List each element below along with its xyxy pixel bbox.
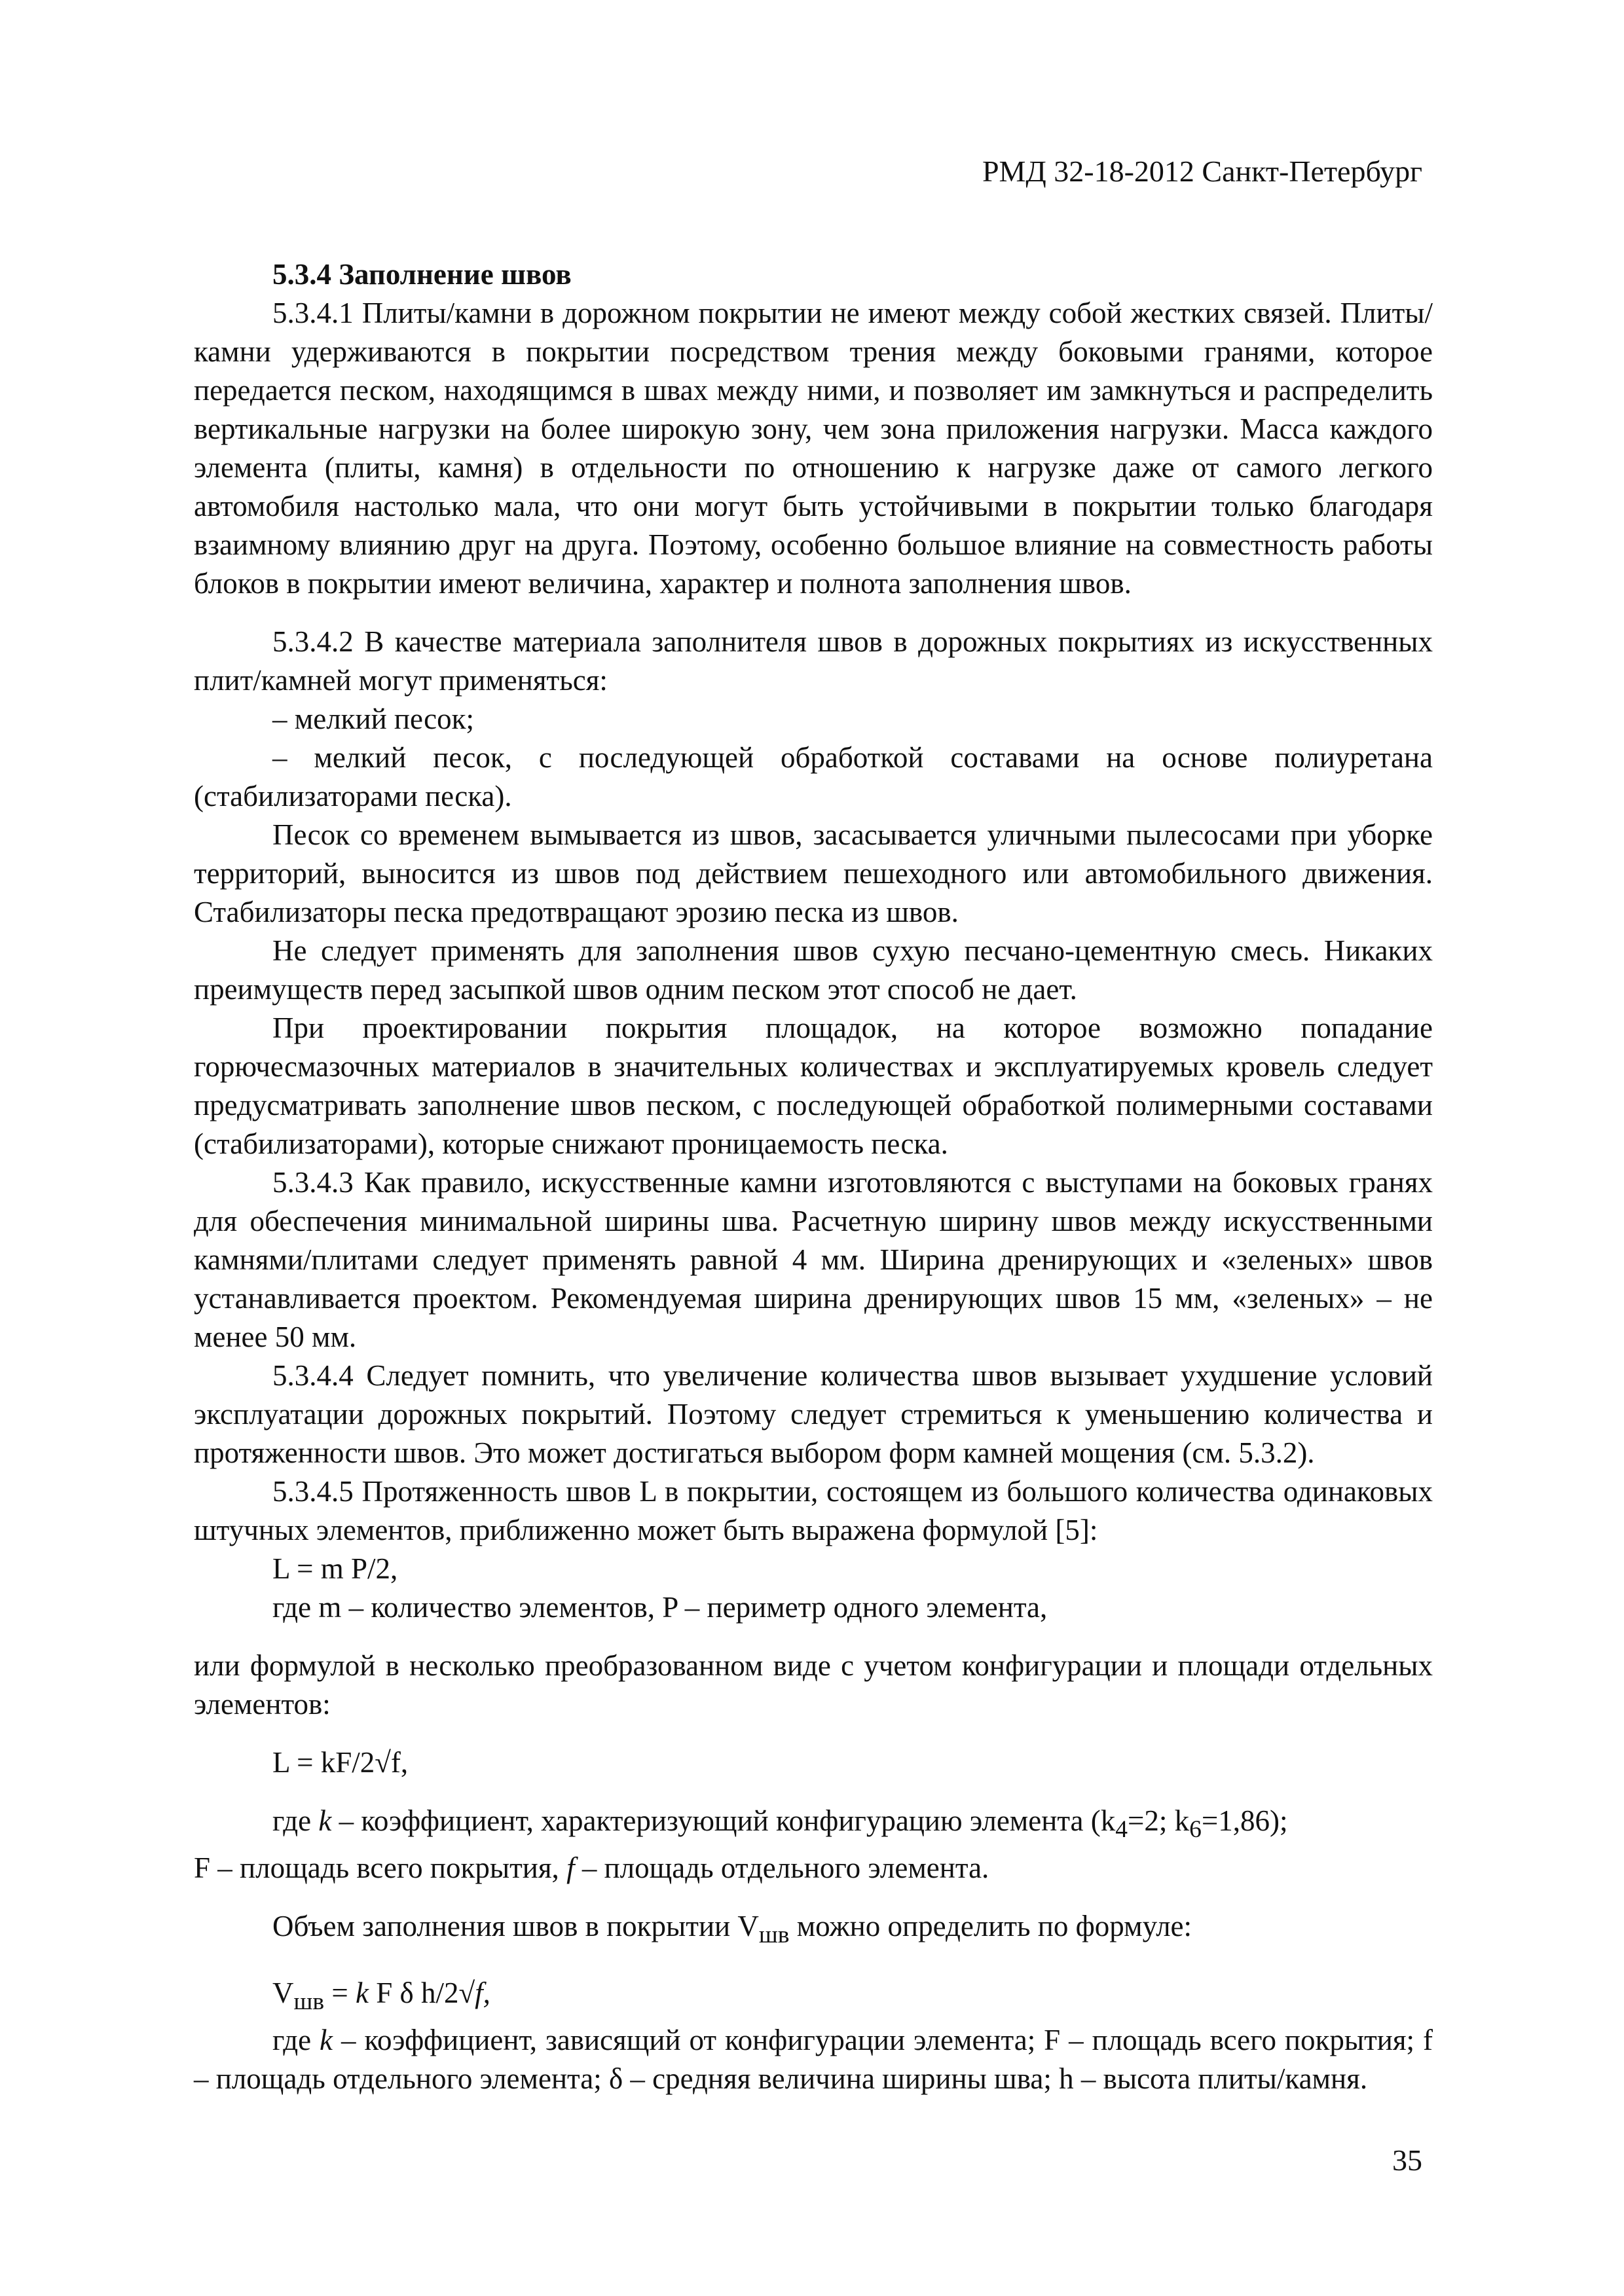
formula-symbol-k: k: [355, 1977, 369, 2009]
list-item-sand: – мелкий песок;: [272, 702, 474, 735]
formula-text: V: [272, 1977, 294, 2009]
formula-joint-length-alt: L = kF/2√f,: [272, 1746, 409, 1779]
legend-symbol-k: k: [318, 1804, 332, 1837]
formula-symbol-f: f,: [475, 1977, 490, 2009]
paragraph-5-3-4-4: 5.3.4.4 Следует помнить, что увеличение количества швов вызывает ухудшение условий эксплуатации дорожных покрытий. Поэтому следует стремиться к уменьшению количества и протяженности швов. Это может достигаться выбором форм камней мощения (см. 5.3.2).: [194, 1359, 1433, 1469]
paragraph-5-3-4-5: 5.3.4.5 Протяженность швов L в покрытии, состоящем из большого количества одинаковых штучных элементов, приближенно может быть выражена формулой [5]:: [194, 1475, 1433, 1546]
paragraph-5-3-4-3: 5.3.4.3 Как правило, искусственные камни изготовляются с выступами на боковых гранях для обеспечения минимальной ширины шва. Расчетную ширину швов между искусственными камнями/плитами следует применять равной 4 мм. Ширина дренирующих и «зеленых» швов устанавливается проектом. Рекомендуемая ширина дренирующих швов 15 мм, «зеленых» – не менее 50 мм.: [194, 1166, 1433, 1353]
fill-volume-text: можно определить по формуле:: [789, 1910, 1192, 1942]
paragraph-dry-mix: Не следует применять для заполнения швов сухую песчано-цементную смесь. Никаких преимуществ перед засыпкой швов одним песком этот способ не дает.: [194, 934, 1433, 1006]
section-heading: 5.3.4 Заполнение швов: [272, 258, 572, 291]
formula-1-legend: где m – количество элементов, P – периметр одного элемента,: [272, 1591, 1048, 1624]
formula-3-legend: [194, 2021, 1433, 2098]
paragraph-alt-formula: или формулой в несколько преобразованном виде с учетом конфигурации и площади отдельных элементов:: [194, 1649, 1433, 1721]
legend-text: где: [272, 1804, 319, 1837]
paragraph-sand-erosion: Песок со временем вымывается из швов, засасывается уличными пылесосами при уборке территорий, выносится из швов под действием пешеходного или автомобильного движения. Стабилизаторы песка предотвращают эрозию песка из швов.: [194, 818, 1433, 928]
paragraph-fuel-areas: При проектировании покрытия площадок, на которое возможно попадание горючесмазочных материалов в значительных количествах и эксплуатируемых кровель следует предусматривать заполнение швов песком, с последующей обработкой полимерными составами (стабилизаторами), которые снижают проницаемость песка.: [194, 1011, 1433, 1160]
document-body: [194, 255, 1433, 2098]
fill-volume-text: Объем заполнения швов в покрытии V: [272, 1910, 759, 1942]
subscript: 4: [1115, 1816, 1128, 1843]
formula-2-legend: [194, 1802, 1433, 1849]
legend-text: – площадь отдельного элемента.: [574, 1851, 989, 1884]
legend-text: F – площадь всего покрытия,: [194, 1851, 567, 1884]
legend-symbol-f: f: [566, 1851, 575, 1884]
formula-text: F δ h/2√: [368, 1977, 475, 2009]
subscript: шв: [758, 1922, 790, 1948]
legend-text: – коэффициент, характеризующий конфигурацию элемента (k: [331, 1804, 1116, 1837]
list-item-sand-stabilized: – мелкий песок, с последующей обработкой составами на основе полиуретана (стабилизаторами песка).: [194, 741, 1433, 812]
formula-fill-volume: [194, 1974, 1433, 2021]
formula-text: =: [324, 1977, 356, 2009]
legend-text: =1,86);: [1201, 1804, 1288, 1837]
paragraph-5-3-4-2: 5.3.4.2 В качестве материала заполнителя швов в дорожных покрытиях из искусственных плит/камней могут применяться:: [194, 625, 1433, 697]
paragraph-fill-volume: [194, 1907, 1433, 1954]
legend-text: – коэффициент, зависящий от конфигурации элемента; F – площадь всего покрытия; f – площадь отдельного элемента; δ – средняя величина ширины шва; h – высота плиты/камня.: [194, 2024, 1433, 2095]
document-header: РМД 32-18-2012 Санкт-Петербург: [982, 155, 1422, 188]
subscript: 6: [1189, 1816, 1202, 1843]
formula-2-legend-cont: [194, 1849, 1433, 1887]
legend-text: =2; k: [1128, 1804, 1190, 1837]
legend-symbol-k: k: [320, 2024, 333, 2056]
subscript: шв: [293, 1988, 325, 2015]
legend-text: где: [272, 2024, 320, 2056]
page-number: 35: [1392, 2143, 1422, 2177]
formula-joint-length: L = m P/2,: [272, 1552, 398, 1585]
paragraph-5-3-4-1: 5.3.4.1 Плиты/камни в дорожном покрытии не имеют между собой жестких связей. Плиты/камни удерживаются в покрытии посредством трения между боковыми гранями, которое передается песком, находящимся в швах между ними, и позволяет им замкнуться и распределить вертикальные нагрузки на более широкую зону, чем зона приложения нагрузки. Масса каждого элемента (плиты, камня) в отдельности по отношению к нагрузке даже от самого легкого автомобиля настолько мала, что они могут быть устойчивыми в покрытии только благодаря взаимному влиянию друг на друга. Поэтому, особенно большое влияние на совместность работы блоков в покрытии имеют величина, характер и полнота заполнения швов.: [194, 297, 1433, 600]
